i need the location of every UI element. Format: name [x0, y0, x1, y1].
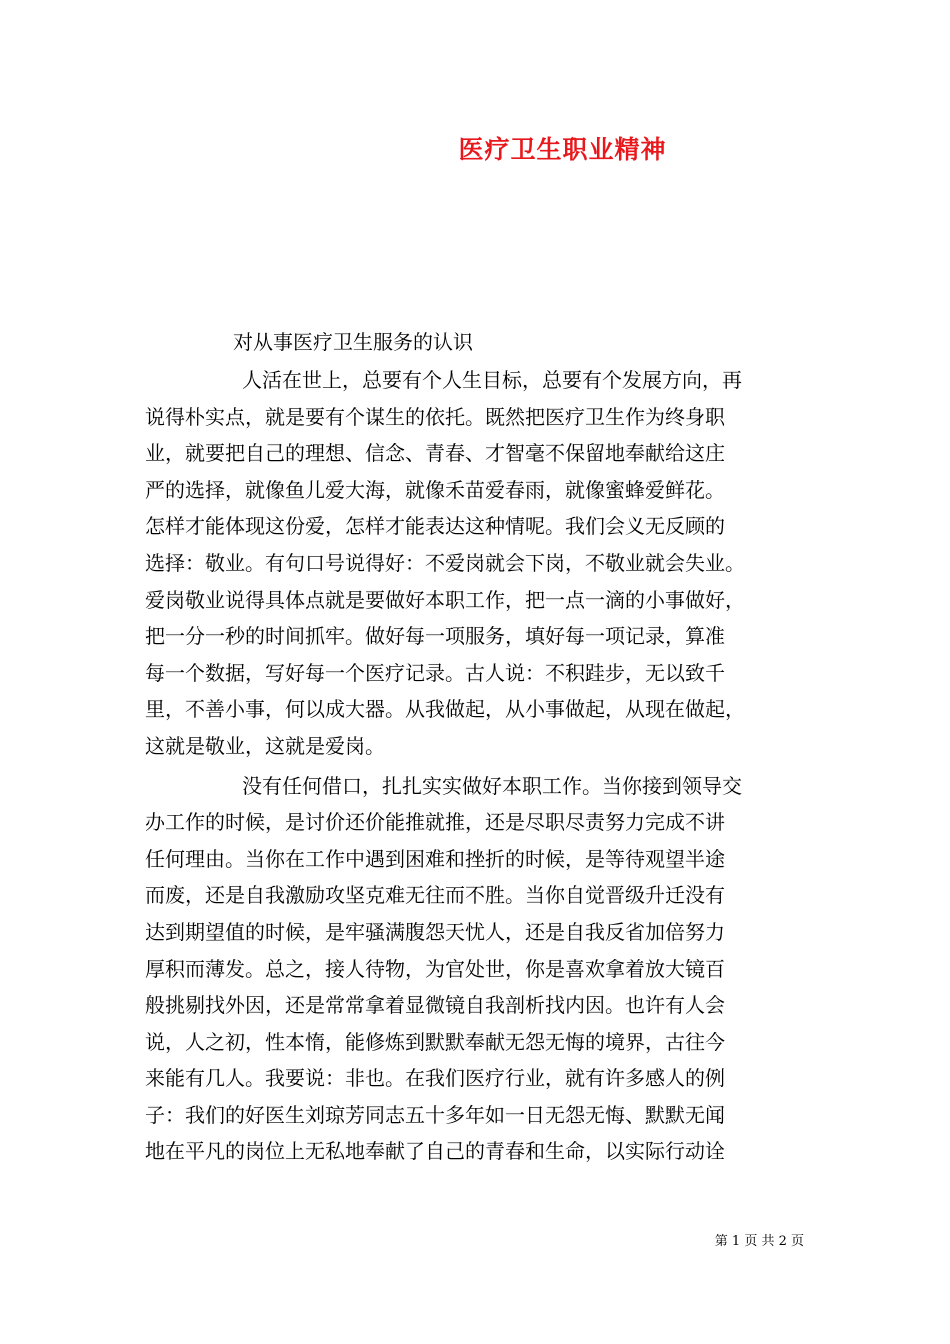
text-line: 这就是敬业，这就是爱岗。 [145, 733, 385, 758]
text-line: 没有任何借口，扎扎实实做好本职工作。当你接到领导交 [242, 773, 742, 798]
text-line: 严的选择，就像鱼儿爱大海，就像禾苗爱春雨，就像蜜蜂爱鲜花。 [145, 477, 725, 502]
text-line: 选择：敬业。有句口号说得好：不爱岗就会下岗，不敬业就会失业。 [145, 550, 745, 575]
page-number: 第 1 页 共 2 页 [714, 1234, 804, 1249]
text-line: 里，不善小事，何以成大器。从我做起，从小事做起，从现在做起， [145, 697, 745, 722]
text-line: 每一个数据，写好每一个医疗记录。古人说：不积跬步，无以致千 [145, 660, 725, 685]
text-line: 把一分一秒的时间抓牢。做好每一项服务，填好每一项记录，算准 [145, 624, 725, 649]
text-line: 人活在世上，总要有个人生目标，总要有个发展方向，再 [242, 368, 742, 392]
text-line: 说，人之初，性本惰，能修炼到默默奉献无怨无悔的境界，古往今 [145, 1029, 725, 1054]
text-line: 而废，还是自我激励攻坚克难无往而不胜。当你自觉晋级升迁没有 [145, 883, 725, 908]
text-line: 厚积而薄发。总之，接人待物，为官处世，你是喜欢拿着放大镜百 [145, 956, 725, 981]
text-line: 子：我们的好医生刘琼芳同志五十多年如一日无怨无悔、默默无闻 [145, 1102, 725, 1127]
paragraph-1 [145, 362, 810, 765]
paragraph-2 [145, 768, 810, 1171]
text-line: 办工作的时候，是讨价还价能推就推，还是尽职尽责努力完成不讲 [145, 810, 725, 835]
page-title: 医疗卫生职业精神 [458, 135, 667, 164]
text-line: 任何理由。当你在工作中遇到困难和挫折的时候，是等待观望半途 [145, 846, 725, 871]
text-line: 般挑剔找外因，还是常常拿着显微镜自我剖析找内因。也许有人会 [145, 993, 725, 1018]
text-line: 爱岗敬业说得具体点就是要做好本职工作，把一点一滴的小事做好， [145, 587, 745, 612]
text-line: 来能有几人。我要说：非也。在我们医疗行业，就有许多感人的例 [145, 1066, 725, 1091]
text-line: 达到期望值的时候，是牢骚满腹怨天忧人，还是自我反省加倍努力 [145, 919, 725, 944]
document-body [145, 362, 810, 1170]
text-line: 说得朴实点，就是要有个谋生的依托。既然把医疗卫生作为终身职 [145, 404, 725, 429]
text-line: 怎样才能体现这份爱，怎样才能表达这种情呢。我们会义无反顾的 [145, 514, 725, 539]
text-line: 地在平凡的岗位上无私地奉献了自己的青春和生命，以实际行动诠 [145, 1139, 725, 1164]
text-line: 业，就要把自己的理想、信念、青春、才智毫不保留地奉献给这庄 [145, 441, 725, 466]
document-subtitle: 对从事医疗卫生服务的认识 [233, 330, 473, 354]
